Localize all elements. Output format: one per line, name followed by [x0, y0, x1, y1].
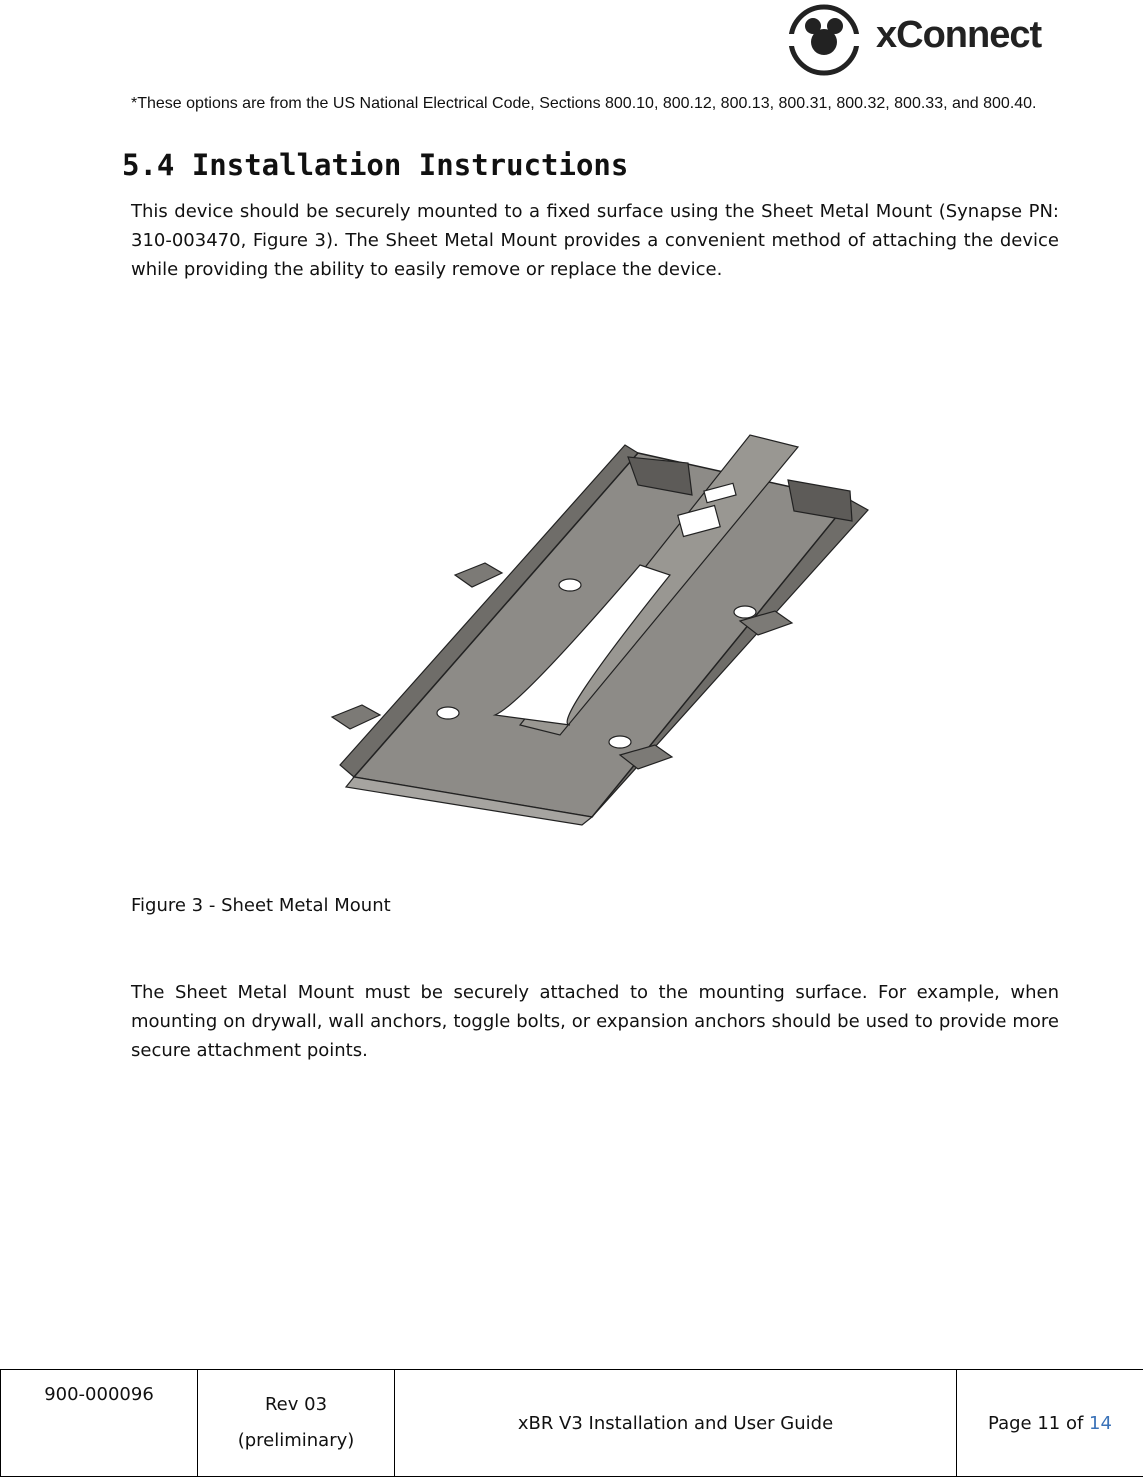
mounting-paragraph: The Sheet Metal Mount must be securely attached to the mounting surface. For example, when mounting on drywall, wall anchors, toggle bolts, or expansion anchors should be used to provide more secure attachment points. — [131, 982, 1059, 1061]
footer-doc-title: xBR V3 Installation and User Guide — [395, 1370, 957, 1477]
mickey-head-icon — [784, 0, 864, 80]
footer-page-label: Page 11 of — [988, 1412, 1084, 1434]
footnote: *These options are from the US National Electrical Code, Sections 800.10, 800.12, 800.13, 800.31, 800.32, 800.33, and 800.40. — [131, 95, 1037, 112]
footer-rev-status: (preliminary) — [237, 1430, 355, 1451]
footer-page-total: 14 — [1089, 1412, 1112, 1434]
sheet-metal-mount-figure — [320, 425, 890, 840]
footer-doc-number: 900-000096 — [1, 1370, 198, 1477]
intro-paragraph: This device should be securely mounted to a fixed surface using the Sheet Metal Mount (Synapse PN: 310-003470, Figure 3). The Sheet Metal Mount provides a convenient method of attaching the device while providing the ability to easily remove or replace the device. — [131, 201, 1059, 280]
footer-rev: Rev 03 — [264, 1394, 328, 1415]
footer-page — [957, 1370, 1143, 1477]
xconnect-logo — [784, 0, 1059, 80]
logo-text: xConnect — [876, 14, 1042, 56]
section-title: 5.4 Installation Instructions — [122, 148, 629, 182]
figure-caption: Figure 3 - Sheet Metal Mount — [131, 895, 391, 916]
page-footer — [0, 1369, 1143, 1477]
footer-revision — [198, 1370, 395, 1477]
